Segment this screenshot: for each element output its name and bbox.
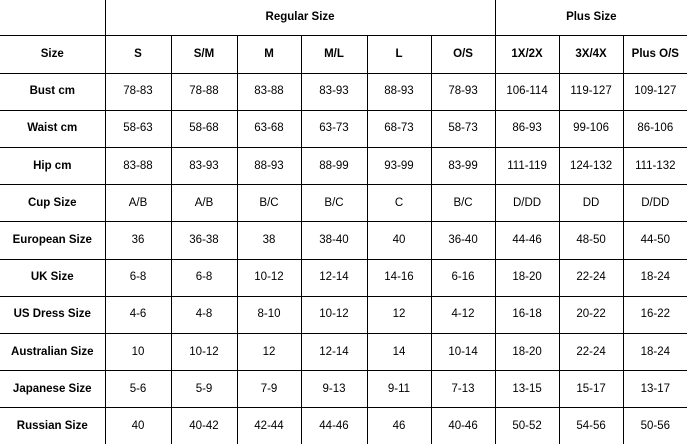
table-cell: 6-8	[105, 259, 171, 296]
group-header-plus-size: Plus Size	[495, 0, 687, 36]
table-cell: 38	[237, 222, 301, 259]
table-row	[0, 334, 687, 371]
table-cell: 63-68	[237, 110, 301, 147]
column-header-s: S	[105, 36, 171, 73]
table-cell: 9-11	[367, 371, 431, 408]
table-cell: 16-18	[495, 296, 559, 333]
table-cell: 83-88	[105, 148, 171, 185]
table-row	[0, 148, 687, 185]
table-cell: B/C	[237, 185, 301, 222]
table-cell: B/C	[301, 185, 367, 222]
table-cell: 111-132	[623, 148, 687, 185]
table-cell: 7-13	[431, 371, 495, 408]
row-header-australian-size: Australian Size	[0, 334, 105, 371]
table-cell: 36	[105, 222, 171, 259]
table-cell: 40-42	[171, 408, 237, 444]
table-cell: 20-22	[559, 296, 623, 333]
row-header-japanese-size: Japanese Size	[0, 371, 105, 408]
table-cell: 40-46	[431, 408, 495, 444]
table-cell: 10-12	[237, 259, 301, 296]
table-cell: 83-88	[237, 73, 301, 110]
table-cell: 86-106	[623, 110, 687, 147]
table-cell: A/B	[171, 185, 237, 222]
table-cell: 15-17	[559, 371, 623, 408]
column-header-l: L	[367, 36, 431, 73]
table-cell: 7-9	[237, 371, 301, 408]
table-cell: 83-93	[171, 148, 237, 185]
table-cell: 14-16	[367, 259, 431, 296]
row-header-russian-size: Russian Size	[0, 408, 105, 444]
table-row	[0, 296, 687, 333]
table-cell: 18-20	[495, 334, 559, 371]
table-cell: 5-6	[105, 371, 171, 408]
table-cell: 10	[105, 334, 171, 371]
group-header-row	[0, 0, 687, 36]
row-header-cup-size: Cup Size	[0, 185, 105, 222]
table-cell: 13-15	[495, 371, 559, 408]
table-cell: 48-50	[559, 222, 623, 259]
table-cell: 36-40	[431, 222, 495, 259]
table-cell: 6-8	[171, 259, 237, 296]
table-cell: DD	[559, 185, 623, 222]
table-row	[0, 73, 687, 110]
table-cell: 86-93	[495, 110, 559, 147]
table-cell: 109-127	[623, 73, 687, 110]
table-cell: 78-93	[431, 73, 495, 110]
table-cell: 9-13	[301, 371, 367, 408]
table-row	[0, 185, 687, 222]
table-cell: 6-16	[431, 259, 495, 296]
table-cell: 78-88	[171, 73, 237, 110]
table-cell: 36-38	[171, 222, 237, 259]
table-cell: 83-93	[301, 73, 367, 110]
table-cell: 10-14	[431, 334, 495, 371]
table-cell: A/B	[105, 185, 171, 222]
table-cell: 50-52	[495, 408, 559, 444]
table-cell: 93-99	[367, 148, 431, 185]
table-cell: C	[367, 185, 431, 222]
table-cell: 4-8	[171, 296, 237, 333]
table-cell: 42-44	[237, 408, 301, 444]
table-cell: 12-14	[301, 259, 367, 296]
table-row	[0, 408, 687, 444]
table-cell: 83-99	[431, 148, 495, 185]
column-header-s-m: S/M	[171, 36, 237, 73]
table-cell: 111-119	[495, 148, 559, 185]
table-cell: 22-24	[559, 334, 623, 371]
table-cell: 10-12	[171, 334, 237, 371]
table-cell: 13-17	[623, 371, 687, 408]
table-cell: 119-127	[559, 73, 623, 110]
table-cell: 68-73	[367, 110, 431, 147]
table-cell: 88-99	[301, 148, 367, 185]
table-cell: 16-22	[623, 296, 687, 333]
table-cell: 10-12	[301, 296, 367, 333]
table-cell: 18-20	[495, 259, 559, 296]
column-header-m-l: M/L	[301, 36, 367, 73]
column-header-3x-4x: 3X/4X	[559, 36, 623, 73]
table-cell: 14	[367, 334, 431, 371]
table-cell: 88-93	[237, 148, 301, 185]
column-header-row	[0, 36, 687, 73]
row-header-european-size: European Size	[0, 222, 105, 259]
table-cell: 58-63	[105, 110, 171, 147]
table-cell: 38-40	[301, 222, 367, 259]
table-cell: 63-73	[301, 110, 367, 147]
table-cell: 4-12	[431, 296, 495, 333]
table-cell: 124-132	[559, 148, 623, 185]
table-cell: 18-24	[623, 259, 687, 296]
table-cell: 5-9	[171, 371, 237, 408]
table-cell: 8-10	[237, 296, 301, 333]
table-cell: 44-50	[623, 222, 687, 259]
table-cell: 46	[367, 408, 431, 444]
column-header-1x-2x: 1X/2X	[495, 36, 559, 73]
table-cell: 58-68	[171, 110, 237, 147]
table-cell: 54-56	[559, 408, 623, 444]
table-cell: 4-6	[105, 296, 171, 333]
table-row	[0, 259, 687, 296]
table-cell: 88-93	[367, 73, 431, 110]
table-cell: 40	[105, 408, 171, 444]
row-header-us-dress-size: US Dress Size	[0, 296, 105, 333]
table-cell: 78-83	[105, 73, 171, 110]
table-cell: 22-24	[559, 259, 623, 296]
column-header-size: Size	[0, 36, 105, 73]
table-cell: 12	[237, 334, 301, 371]
table-cell: 40	[367, 222, 431, 259]
table-row	[0, 371, 687, 408]
row-header-bust-cm: Bust cm	[0, 73, 105, 110]
table-cell: 58-73	[431, 110, 495, 147]
table-row	[0, 110, 687, 147]
row-header-waist-cm: Waist cm	[0, 110, 105, 147]
table-cell: D/DD	[495, 185, 559, 222]
table-cell: 99-106	[559, 110, 623, 147]
column-header-plus-o-s: Plus O/S	[623, 36, 687, 73]
table-row	[0, 222, 687, 259]
table-cell: 50-56	[623, 408, 687, 444]
row-header-uk-size: UK Size	[0, 259, 105, 296]
table-cell: 12	[367, 296, 431, 333]
group-header-regular-size: Regular Size	[105, 0, 495, 36]
column-header-o-s: O/S	[431, 36, 495, 73]
table-cell: 44-46	[495, 222, 559, 259]
table-cell: B/C	[431, 185, 495, 222]
column-header-m: M	[237, 36, 301, 73]
table-cell: 106-114	[495, 73, 559, 110]
table-cell: 18-24	[623, 334, 687, 371]
table-cell: 44-46	[301, 408, 367, 444]
group-header-blank	[0, 0, 105, 36]
table-cell: D/DD	[623, 185, 687, 222]
table-cell: 12-14	[301, 334, 367, 371]
row-header-hip-cm: Hip cm	[0, 148, 105, 185]
